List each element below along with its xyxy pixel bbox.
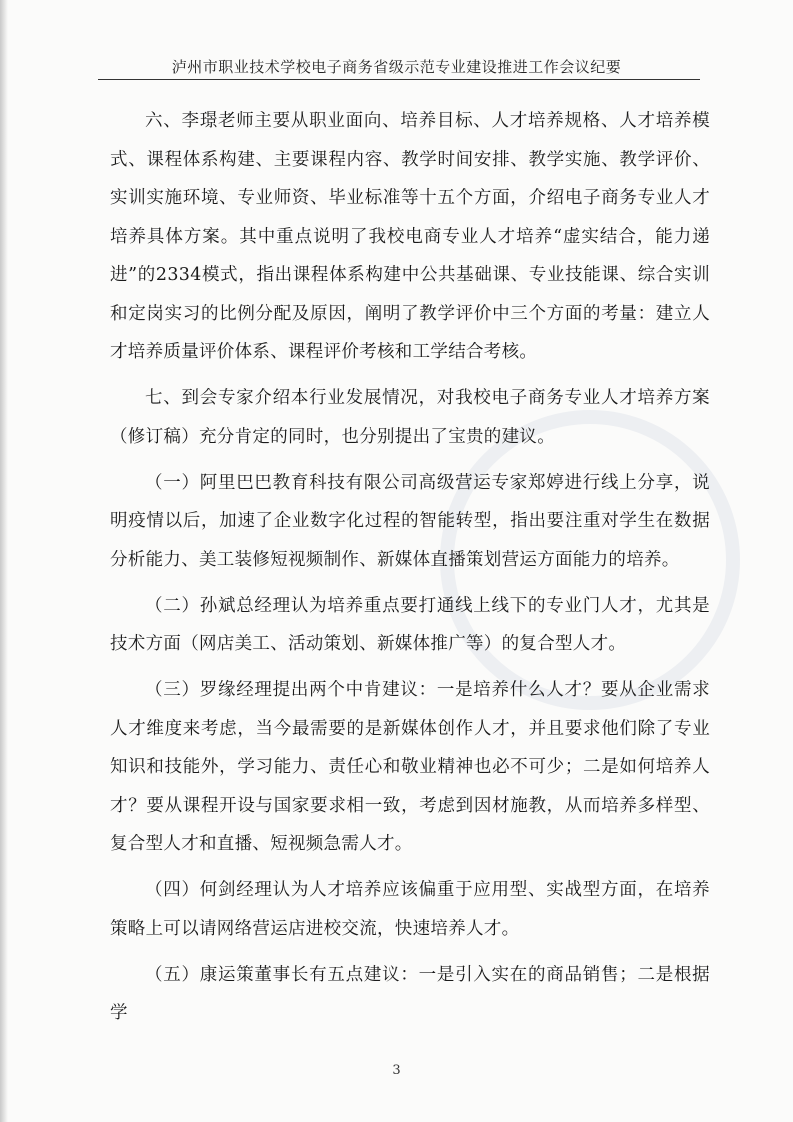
- header-divider: [98, 79, 700, 80]
- page-header-title: 泸州市职业技术学校电子商务省级示范专业建设推进工作会议纪要: [171, 58, 622, 76]
- page-number: 3: [392, 1063, 401, 1078]
- paragraph-7-2: （二）孙斌总经理认为培养重点要打通线上线下的专业门人才，尤其是技术方面（网店美工、活动策划、新媒体推广等）的复合型人才。: [110, 595, 710, 654]
- paragraph-6: 六、李璟老师主要从职业面向、培养目标、人才培养规格、人才培养模式、课程体系构建、主要课程内容、教学时间安排、教学实施、教学评价、实训实施环境、专业师资、毕业标准等十五个方面，介绍电子商务专业人才培养具体方案。其中重点说明了我校电商专业人才培养“虚实结合，能力递进”的2334模式，指出课程体系构建中公共基础课、专业技能课、综合实训和定岗实习的比例分配及原因，阐明了教学评价中三个方面的考量：建立人才培养质量评价体系、课程评价考核和工学结合考核。: [110, 111, 710, 362]
- scan-edge-shadow: [0, 0, 8, 1122]
- paragraph-7-5: （五）康运策董事长有五点建议：一是引入实在的商品销售；二是根据学: [110, 964, 710, 1023]
- paragraph-7: 七、到会专家介绍本行业发展情况，对我校电子商务专业人才培养方案（修订稿）充分肯定的同时，也分别提出了宝贵的建议。: [110, 388, 710, 447]
- paragraph-7-1: （一）阿里巴巴教育科技有限公司高级营运专家郑婷进行线上分享，说明疫情以后，加速了企业数字化过程的智能转型，指出要注重对学生在数据分析能力、美工装修短视频制作、新媒体直播策划营运方面能力的培养。: [110, 472, 710, 570]
- paragraph-7-3: （三）罗缘经理提出两个中肯建议：一是培养什么人才？要从企业需求人才维度来考虑，当今最需要的是新媒体创作人才，并且要求他们除了专业知识和技能外，学习能力、责任心和敬业精神也必不可少；二是如何培养人才？要从课程开设与国家要求相一致，考虑到因材施教，从而培养多样型、复合型人才和直播、短视频急需人才。: [110, 680, 710, 854]
- document-body: [110, 102, 710, 1040]
- paragraph-7-4: （四）何剑经理认为人才培养应该偏重于应用型、实战型方面，在培养策略上可以请网络营运店进校交流，快速培养人才。: [110, 880, 710, 939]
